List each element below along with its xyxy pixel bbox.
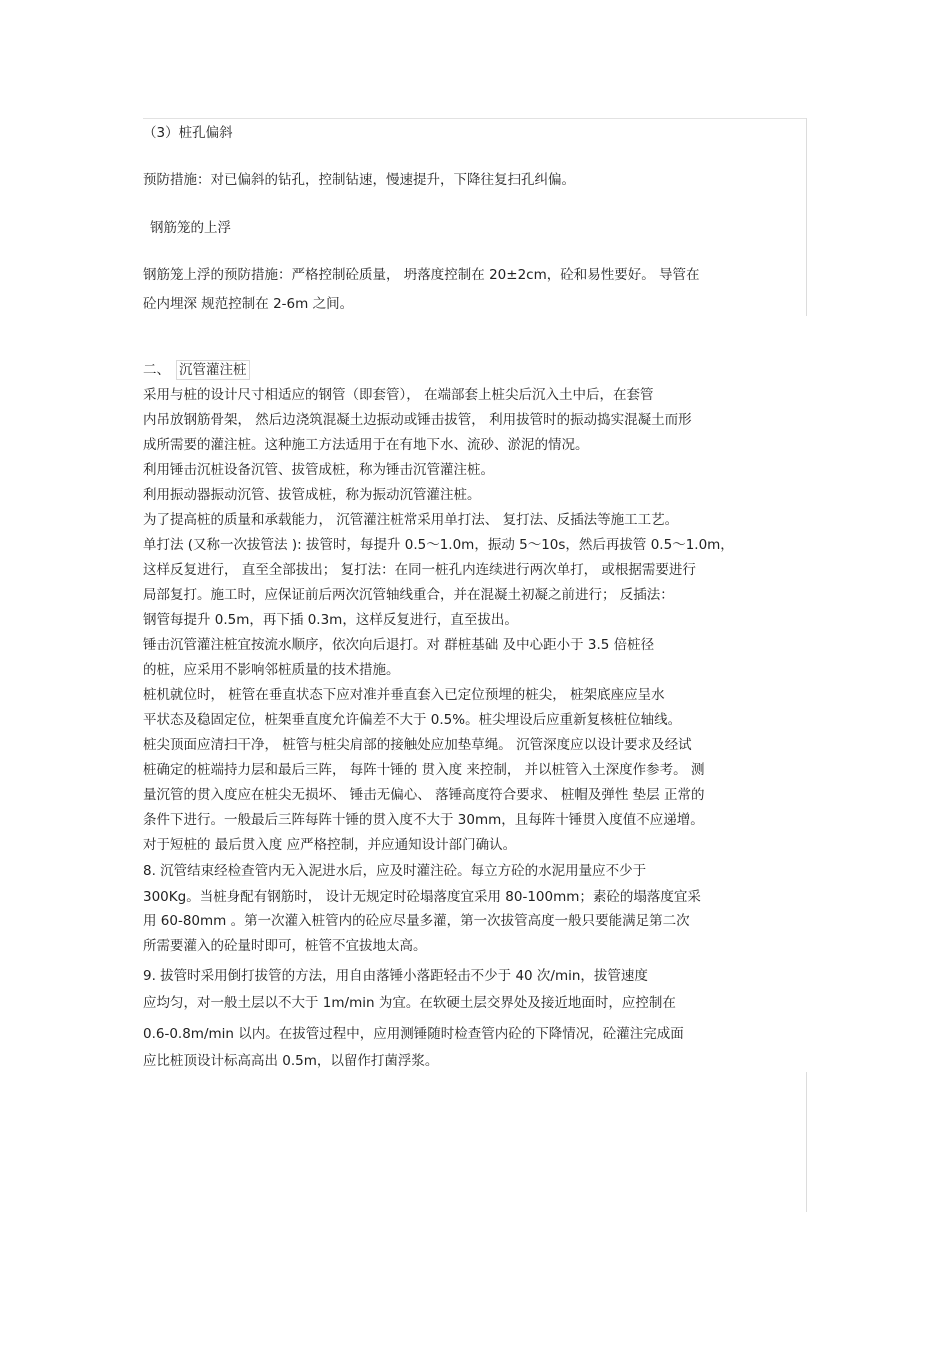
cage-float-line-1: 钢筋笼上浮的预防措施：严格控制砼质量， 坍落度控制在 20±2cm，砼和易性要好。 导管在 bbox=[143, 267, 700, 283]
body-line: 利用振动器振动沉管、拔管成桩，称为振动沉管灌注桩。 bbox=[143, 487, 481, 503]
body-line: 条件下进行。一般最后三阵每阵十锤的贯入度不大于 30mm，且每阵十锤贯入度值不应递增。 bbox=[143, 812, 704, 828]
body-line: 桩机就位时， 桩管在垂直状态下应对准并垂直套入已定位预埋的桩尖， 桩架底座应呈水 bbox=[143, 687, 665, 703]
body-line: 桩尖顶面应清扫干净， 桩管与桩尖肩部的接触处应加垫草绳。 沉管深度应以设计要求及经试 bbox=[143, 737, 692, 753]
section-2-number: 二、 bbox=[143, 362, 170, 378]
body-line: 采用与桩的设计尺寸相适应的钢管（即套管）， 在端部套上桩尖后沉入土中后，在套管 bbox=[143, 387, 654, 403]
body-line: 钢管每提升 0.5m，再下插 0.3m，这样反复进行，直至拔出。 bbox=[143, 612, 518, 628]
body-line: 300Kg。当桩身配有钢筋时， 设计无规定时砼塌落度宜采用 80-100mm；素砼的塌落度宜采 bbox=[143, 889, 701, 905]
body-line: 单打法 (又称一次拔管法 ): 拔管时，每提升 0.5～1.0m，振动 5～10s，然后再拔管 0.5～1.0m， bbox=[143, 537, 734, 553]
right-border-bottom bbox=[806, 1072, 807, 1212]
right-border-top bbox=[806, 118, 807, 316]
section-2-title: 沉管灌注桩 bbox=[176, 360, 250, 380]
body-line: 的桩，应采用不影响邻桩质量的技术措施。 bbox=[143, 662, 400, 678]
body-line: 8. 沉管结束经检查管内无入泥进水后，应及时灌注砼。每立方砼的水泥用量应不少于 bbox=[143, 863, 647, 879]
body-line: 所需要灌入的砼量时即可，桩管不宜拔地太高。 bbox=[143, 938, 427, 954]
body-line: 成所需要的灌注桩。这种施工方法适用于在有地下水、流砂、淤泥的情况。 bbox=[143, 437, 589, 453]
body-line: 量沉管的贯入度应在桩尖无损坏、 锤击无偏心、 落锤高度符合要求、 桩帽及弹性 垫层 正常的 bbox=[143, 787, 705, 803]
section-heading-pile-deviation: （3）桩孔偏斜 bbox=[143, 125, 233, 141]
body-line: 对于短桩的 最后贯入度 应严格控制，并应通知设计部门确认。 bbox=[143, 837, 517, 853]
body-line: 局部复打。施工时，应保证前后两次沉管轴线重合，并在混凝土初凝之前进行； 反插法： bbox=[143, 587, 674, 603]
body-line: 0.6-0.8m/min 以内。在拔管过程中，应用测锤随时检查管内砼的下降情况，砼灌注完成面 bbox=[143, 1026, 684, 1042]
body-line: 用 60-80mm 。第一次灌入桩管内的砼应尽量多灌，第一次拔管高度一般只要能满足第二次 bbox=[143, 913, 690, 929]
body-line: 为了提高桩的质量和承载能力， 沉管灌注桩常采用单打法、 复打法、反插法等施工工艺。 bbox=[143, 512, 679, 528]
cage-float-line-2: 砼内埋深 规范控制在 2-6m 之间。 bbox=[143, 296, 354, 312]
body-line: 应均匀，对一般土层以不大于 1m/min 为宜。在软硬土层交界处及接近地面时，应控制在 bbox=[143, 995, 676, 1011]
prevention-paragraph: 预防措施：对已偏斜的钻孔，控制钻速，慢速提升，下降往复扫孔纠偏。 bbox=[143, 172, 575, 188]
body-line: 利用锤击沉桩设备沉管、拔管成桩，称为锤击沉管灌注桩。 bbox=[143, 462, 494, 478]
body-line: 这样反复进行， 直至全部拔出； 复打法：在同一桩孔内连续进行两次单打， 或根据需要进行 bbox=[143, 562, 696, 578]
body-line: 桩确定的桩端持力层和最后三阵， 每阵十锤的 贯入度 来控制， 并以桩管入土深度作参考。 测 bbox=[143, 762, 705, 778]
body-line: 内吊放钢筋骨架， 然后边浇筑混凝土边振动或锤击拔管， 利用拔管时的振动捣实混凝土而形 bbox=[143, 412, 692, 428]
body-line: 锤击沉管灌注桩宜按流水顺序，依次向后退打。对 群桩基础 及中心距小于 3.5 倍桩径 bbox=[143, 637, 655, 653]
cage-float-heading: 钢筋笼的上浮 bbox=[150, 220, 231, 236]
body-line: 9. 拔管时采用倒打拔管的方法，用自由落锤小落距轻击不少于 40 次/min，拔管速度 bbox=[143, 968, 648, 984]
body-line: 平状态及稳固定位，桩架垂直度允许偏差不大于 0.5%。桩尖埋设后应重新复核桩位轴线。 bbox=[143, 712, 682, 728]
body-line: 应比桩顶设计标高高出 0.5m，以留作打菌浮浆。 bbox=[143, 1053, 439, 1069]
top-border bbox=[143, 118, 807, 119]
